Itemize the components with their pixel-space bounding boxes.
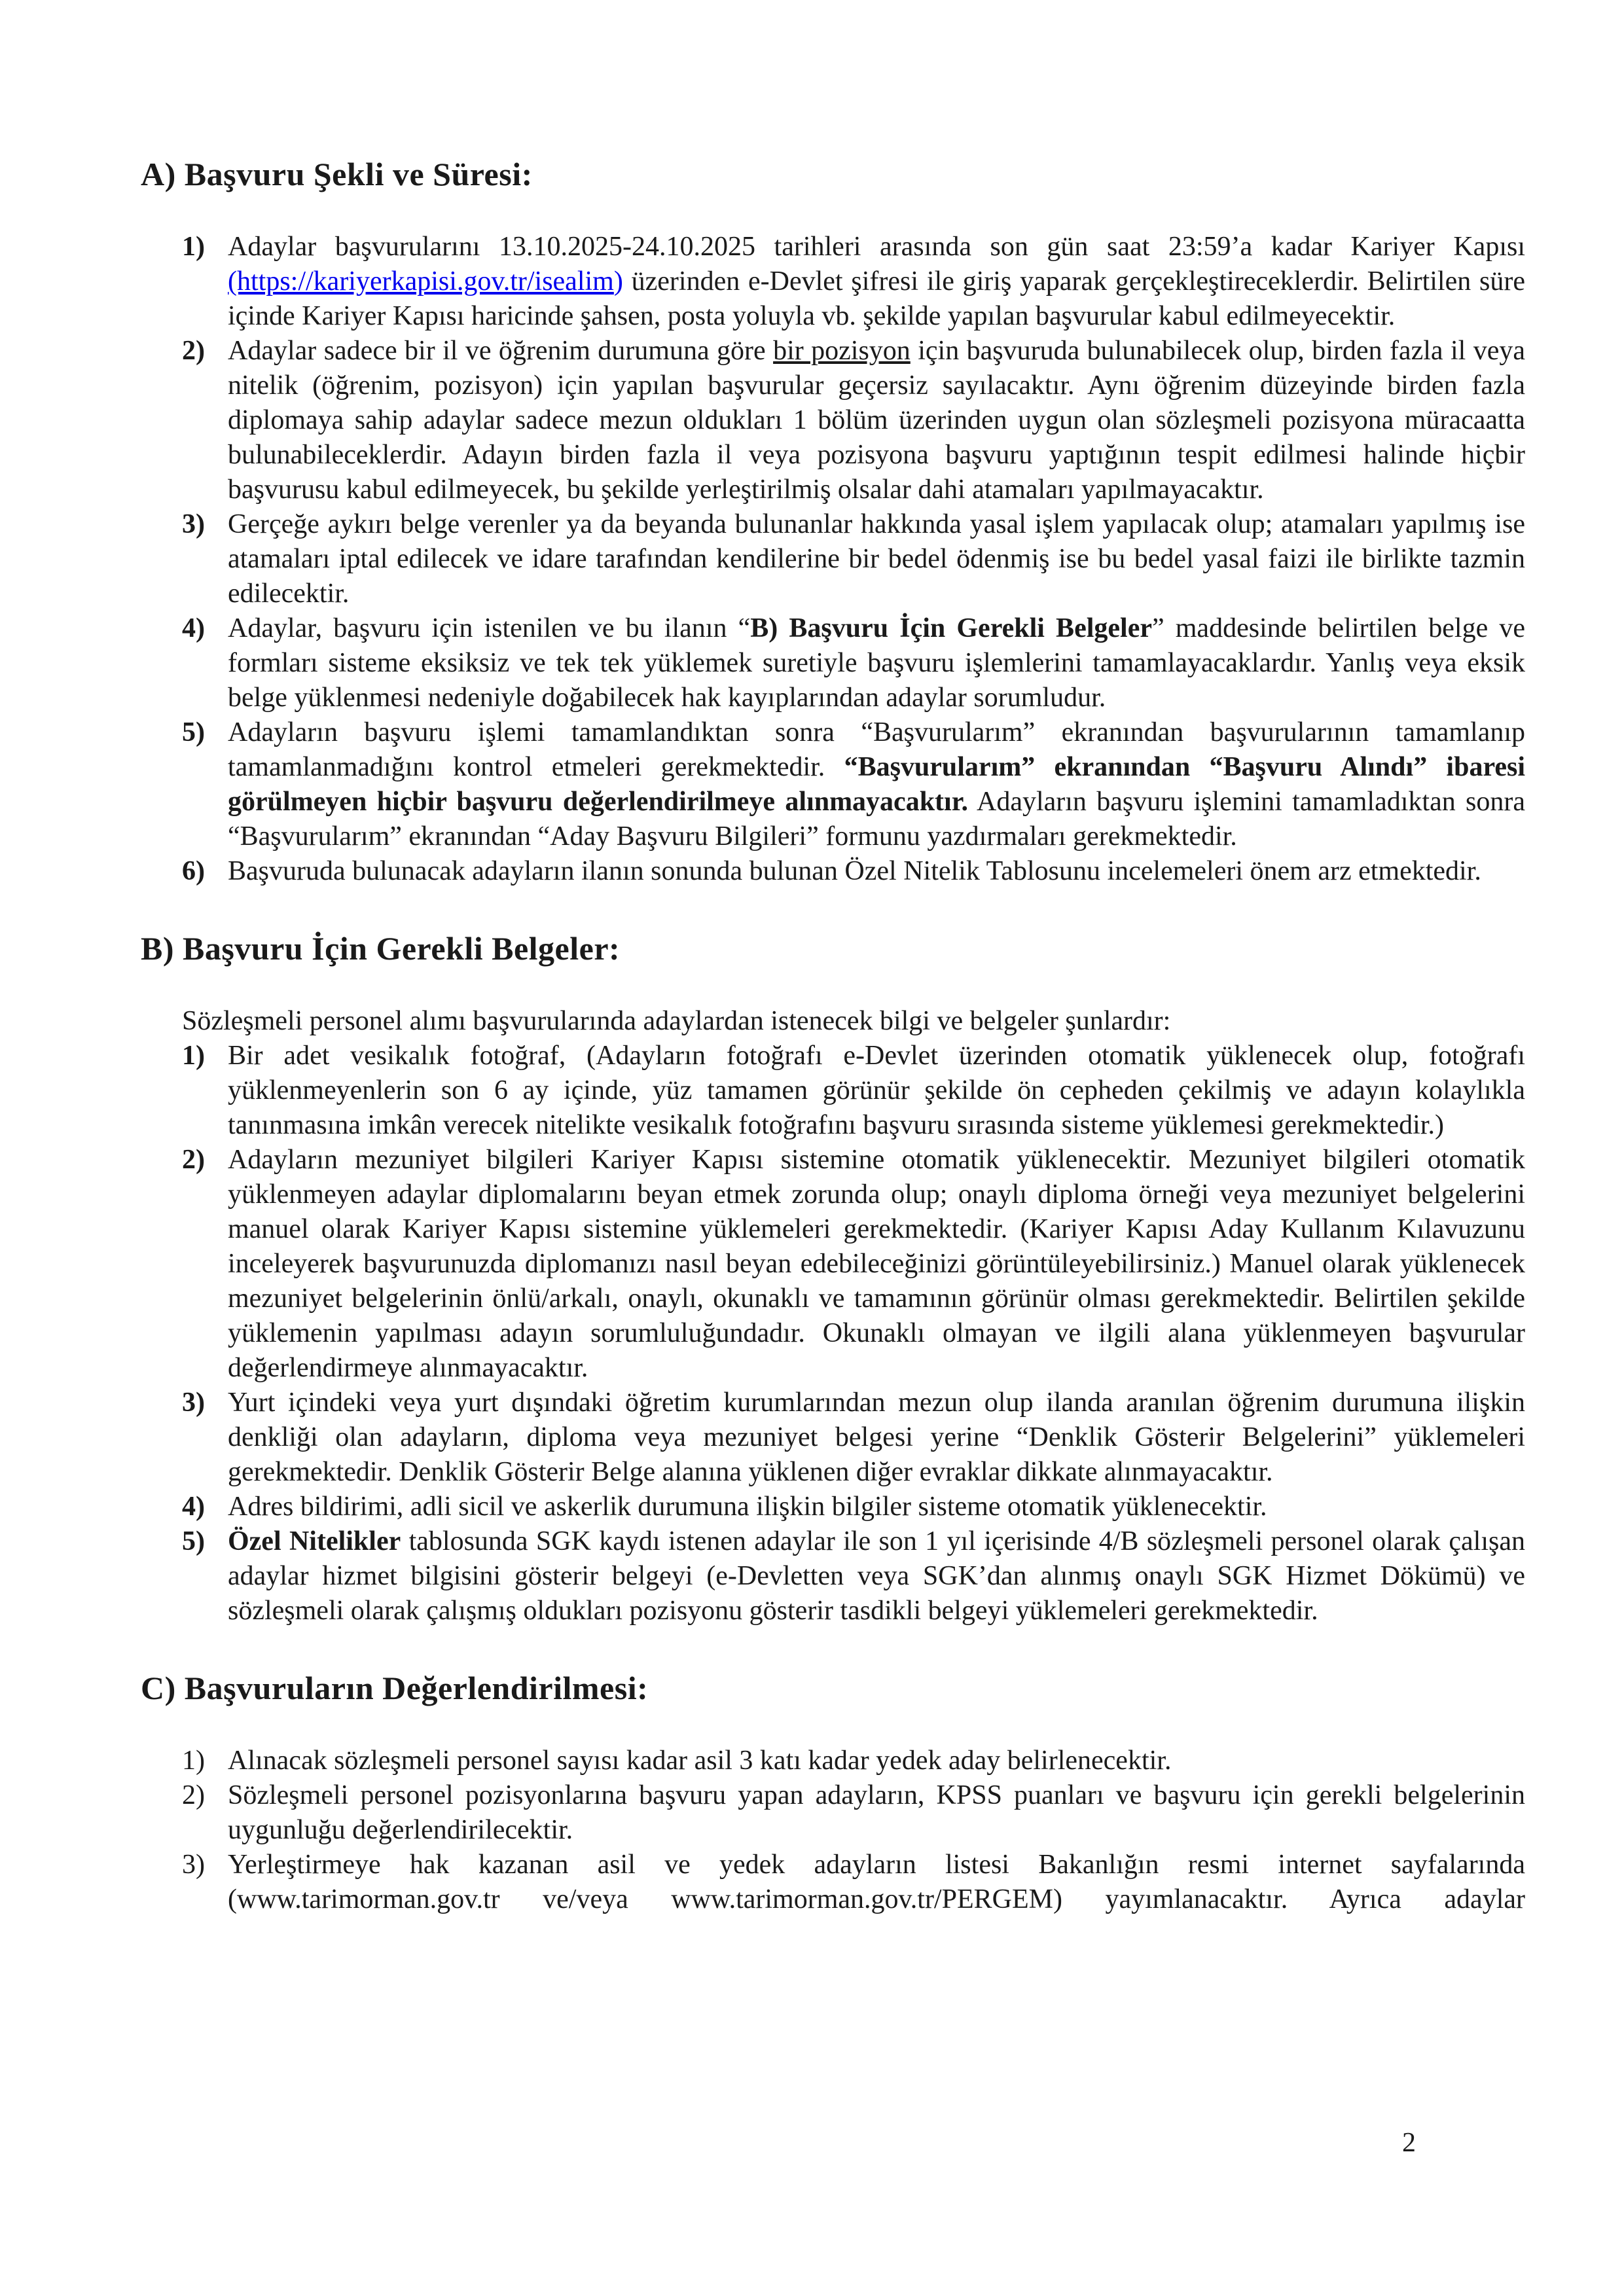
text-run: Alınacak sözleşmeli personel sayısı kadar asil 3 katı kadar yedek aday belirlenecektir. xyxy=(228,1746,1172,1776)
item-number: 2) xyxy=(182,336,205,366)
list-item xyxy=(182,1386,1525,1490)
list-item xyxy=(182,230,1525,334)
text-run: tablosunda SGK kaydı istenen adaylar ile son 1 yıl içerisinde 4/B sözleşmeli personel olarak çalışan adaylar hizmet bilgisini gösterir belgeyi (e-Devletten veya SGK’dan alınmış onaylı SGK Hizmet Dökümü) ve sözleşmeli olarak çalışmış oldukları pozisyonu gösterir tasdikli belgeyi yüklemeleri gerekmektedir. xyxy=(228,1526,1525,1626)
section-title-b: B) Başvuru İçin Gerekli Belgeler: xyxy=(141,930,621,967)
text-run: Sözleşmeli personel pozisyonlarına başvuru yapan adayların, KPSS puanları ve başvuru için gerekli belgelerinin uygunluğu değerlendirilecektir. xyxy=(228,1780,1525,1845)
list-item xyxy=(182,1039,1525,1143)
text-run: Adayların mezuniyet bilgileri Kariyer Kapısı sistemine otomatik yüklenecektir. Mezuniyet bilgileri otomatik yüklenmeyen adaylar diplomalarını beyan etmek zorunda olup; onaylı diploma örneği veya mezuniyet belgelerini manuel olarak Kariyer Kapısı sistemine yüklemeleri gerekmektedir. (Kariyer Kapısı Aday Kullanım Kılavuzunu inceleyerek başvurunuzda diplomanızı nasıl beyan edebileceğinizi görüntüleyebilirsiniz.) Manuel olarak yüklenecek mezuniyet belgelerinin önlü/arkalı, onaylı, okunaklı ve tamamının görünür olması gerekmektedir. Belirtilen şekilde yüklemenin yapılması adayın sorumluluğundadır. Okunaklı olmayan ve ilgili alana yüklenmeyen başvurular değerlendirmeye alınmayacaktır. xyxy=(228,1145,1525,1383)
item-text xyxy=(228,1145,1525,1383)
text-run: Yerleştirmeye hak kazanan asil ve yedek adayların listesi Bakanlığın resmi internet sayfalarında (www.tarimorman.gov.tr ve/veya www.tarimorman.gov.tr/PERGEM) yayımlanacaktır. Ayrıca adaylar xyxy=(228,1850,1525,1914)
list-item xyxy=(182,1778,1525,1848)
page-number: 2 xyxy=(1402,2128,1416,2158)
item-number: 3) xyxy=(182,509,205,539)
document-content xyxy=(141,155,1525,1917)
item-number: 2) xyxy=(182,1780,205,1810)
list-item xyxy=(182,1848,1525,1917)
item-number: 1) xyxy=(182,1041,205,1071)
text-run: ” maddesinde belirtilen belge ve formları sisteme eksiksiz ve tek tek yüklemek suretiyle başvuru işlemlerini tamamlayacaklardır. Yanlış veya eksik belge yüklenmesi nedeniyle doğabilecek hak kayıplarından adaylar sorumludur. xyxy=(228,613,1525,713)
text-run: Adaylar başvurularını 13.10.2025-24.10.2025 tarihleri arasında son gün saat 23:59’a kadar Kariyer Kapısı xyxy=(228,232,1525,262)
section-b xyxy=(141,929,1525,1628)
item-number: 1) xyxy=(182,1746,205,1776)
kariyerkapisi-link-paren[interactable]: ) xyxy=(613,266,623,296)
text-run: Adres bildirimi, adli sicil ve askerlik durumuna ilişkin bilgiler sisteme otomatik yüklenecektir. xyxy=(228,1492,1267,1522)
list-item xyxy=(182,507,1525,611)
section-list-a xyxy=(182,230,1525,889)
item-number: 3) xyxy=(182,1388,205,1418)
item-number: 5) xyxy=(182,1526,205,1556)
item-text xyxy=(228,1041,1525,1140)
item-text xyxy=(228,1746,1171,1776)
item-number: 2) xyxy=(182,1145,205,1175)
list-item xyxy=(182,611,1525,715)
bold-emphasis: B) Başvuru İçin Gerekli Belgeler xyxy=(750,613,1152,643)
item-text xyxy=(228,613,1525,713)
item-number: 1) xyxy=(182,232,205,262)
item-number: 4) xyxy=(182,1492,205,1522)
item-number: 3) xyxy=(182,1850,205,1880)
section-list-c xyxy=(182,1744,1525,1917)
item-text xyxy=(228,856,1481,886)
list-item xyxy=(182,1524,1525,1628)
item-text xyxy=(228,509,1525,609)
kariyerkapisi-link[interactable]: (https://kariyerkapisi.gov.tr/isealim xyxy=(228,266,614,296)
item-text xyxy=(228,336,1525,505)
text-run: Adayların başvuru işlemi tamamlandıktan sonra “Başvurularım” ekranından başvurularının tamamlanıp tamamlanmadığını kontrol etmeleri gerekmektedir. xyxy=(228,717,1525,782)
item-number: 6) xyxy=(182,856,205,886)
list-item xyxy=(182,1744,1525,1778)
text-run: Adaylar sadece bir il ve öğrenim durumuna göre xyxy=(228,336,774,366)
list-item xyxy=(182,1143,1525,1386)
bold-emphasis: Özel Nitelikler xyxy=(228,1526,401,1556)
section-c xyxy=(141,1669,1525,1917)
item-text xyxy=(228,1388,1525,1487)
section-title-a: A) Başvuru Şekli ve Süresi: xyxy=(141,156,533,192)
text-run: Yurt içindeki veya yurt dışındaki öğretim kurumlarından mezun olup ilanda aranılan öğrenim durumuna ilişkin denkliği olan adayların, diploma veya mezuniyet belgesi yerine “Denklik Gösterir Belgelerini” yüklemeleri gerekmektedir. Denklik Gösterir Belge alanına yüklenen diğer evraklar dikkate alınmayacaktır. xyxy=(228,1388,1525,1487)
text-run: Gerçeğe aykırı belge verenler ya da beyanda bulunanlar hakkında yasal işlem yapılacak olup; atamaları yapılmış ise atamaları iptal edilecek ve idare tarafından kendilerine bir bedel ödenmiş ise bu bedel yasal faizi ile birlikte tazmin edilecektir. xyxy=(228,509,1525,609)
item-number: 5) xyxy=(182,717,205,747)
list-item xyxy=(182,1490,1525,1524)
underlined-phrase: bir pozisyon xyxy=(773,336,911,366)
item-text xyxy=(228,232,1525,331)
text-run: Başvuruda bulunacak adayların ilanın sonunda bulunan Özel Nitelik Tablosunu incelemeleri önem arz etmektedir. xyxy=(228,856,1481,886)
list-item xyxy=(182,854,1525,889)
section-intro-b: Sözleşmeli personel alımı başvurularında adaylardan istenecek bilgi ve belgeler şunlardır: xyxy=(182,1006,1171,1036)
item-text xyxy=(228,717,1525,852)
list-item xyxy=(182,715,1525,854)
list-item xyxy=(182,334,1525,507)
section-list-b xyxy=(182,1039,1525,1628)
text-run: için başvuruda bulunabilecek olup, birden fazla il veya nitelik (öğrenim, pozisyon) için yapılan başvurular geçersiz sayılacaktır. Aynı öğrenim düzeyinde birden fazla diplomaya sahip adaylar sadece mezun oldukları 1 bölüm üzerinden uygun olan sözleşmeli pozisyona müracaatta bulunabileceklerdir. Adayın birden fazla il veya pozisyona başvuru yaptığının tespit edilmesi halinde hiçbir başvurusu kabul edilmeyecek, bu şekilde yerleştirilmiş olsalar dahi atamaları yapılmayacaktır. xyxy=(228,336,1525,505)
text-run: üzerinden e-Devlet şifresi ile giriş yaparak gerçekleştireceklerdir. Belirtilen süre içinde Kariyer Kapısı haricinde şahsen, posta yoluyla vb. şekilde yapılan başvurular kabul edilmeyecektir. xyxy=(228,266,1525,331)
section-title-c: C) Başvuruların Değerlendirilmesi: xyxy=(141,1670,649,1706)
item-text xyxy=(228,1492,1267,1522)
item-text xyxy=(228,1780,1525,1845)
text-run: Adaylar, başvuru için istenilen ve bu ilanın “ xyxy=(228,613,751,643)
text-run: Bir adet vesikalık fotoğraf, (Adayların fotoğrafı e-Devlet üzerinden otomatik yüklenecek olup, fotoğrafı yüklenmeyenlerin son 6 ay içinde, yüz tamamen görünür şekilde ön cepheden çekilmiş ve adayın kolaylıkla tanınmasına imkân verecek nitelikte vesikalık fotoğrafını başvuru sırasında sisteme yüklemesi gerekmektedir.) xyxy=(228,1041,1525,1140)
item-text xyxy=(228,1526,1525,1626)
section-a xyxy=(141,155,1525,889)
bold-emphasis: “Başvurularım” ekranından “Başvuru Alındı” ibaresi görülmeyen hiçbir başvuru değerlendirilmeye alınmayacaktır. xyxy=(228,752,1526,817)
item-text xyxy=(228,1850,1525,1914)
text-run: Adayların başvuru işlemini tamamladıktan sonra “Başvurularım” ekranından “Aday Başvuru Bilgileri” formunu yazdırmaları gerekmektedir. xyxy=(228,787,1525,852)
item-number: 4) xyxy=(182,613,205,643)
